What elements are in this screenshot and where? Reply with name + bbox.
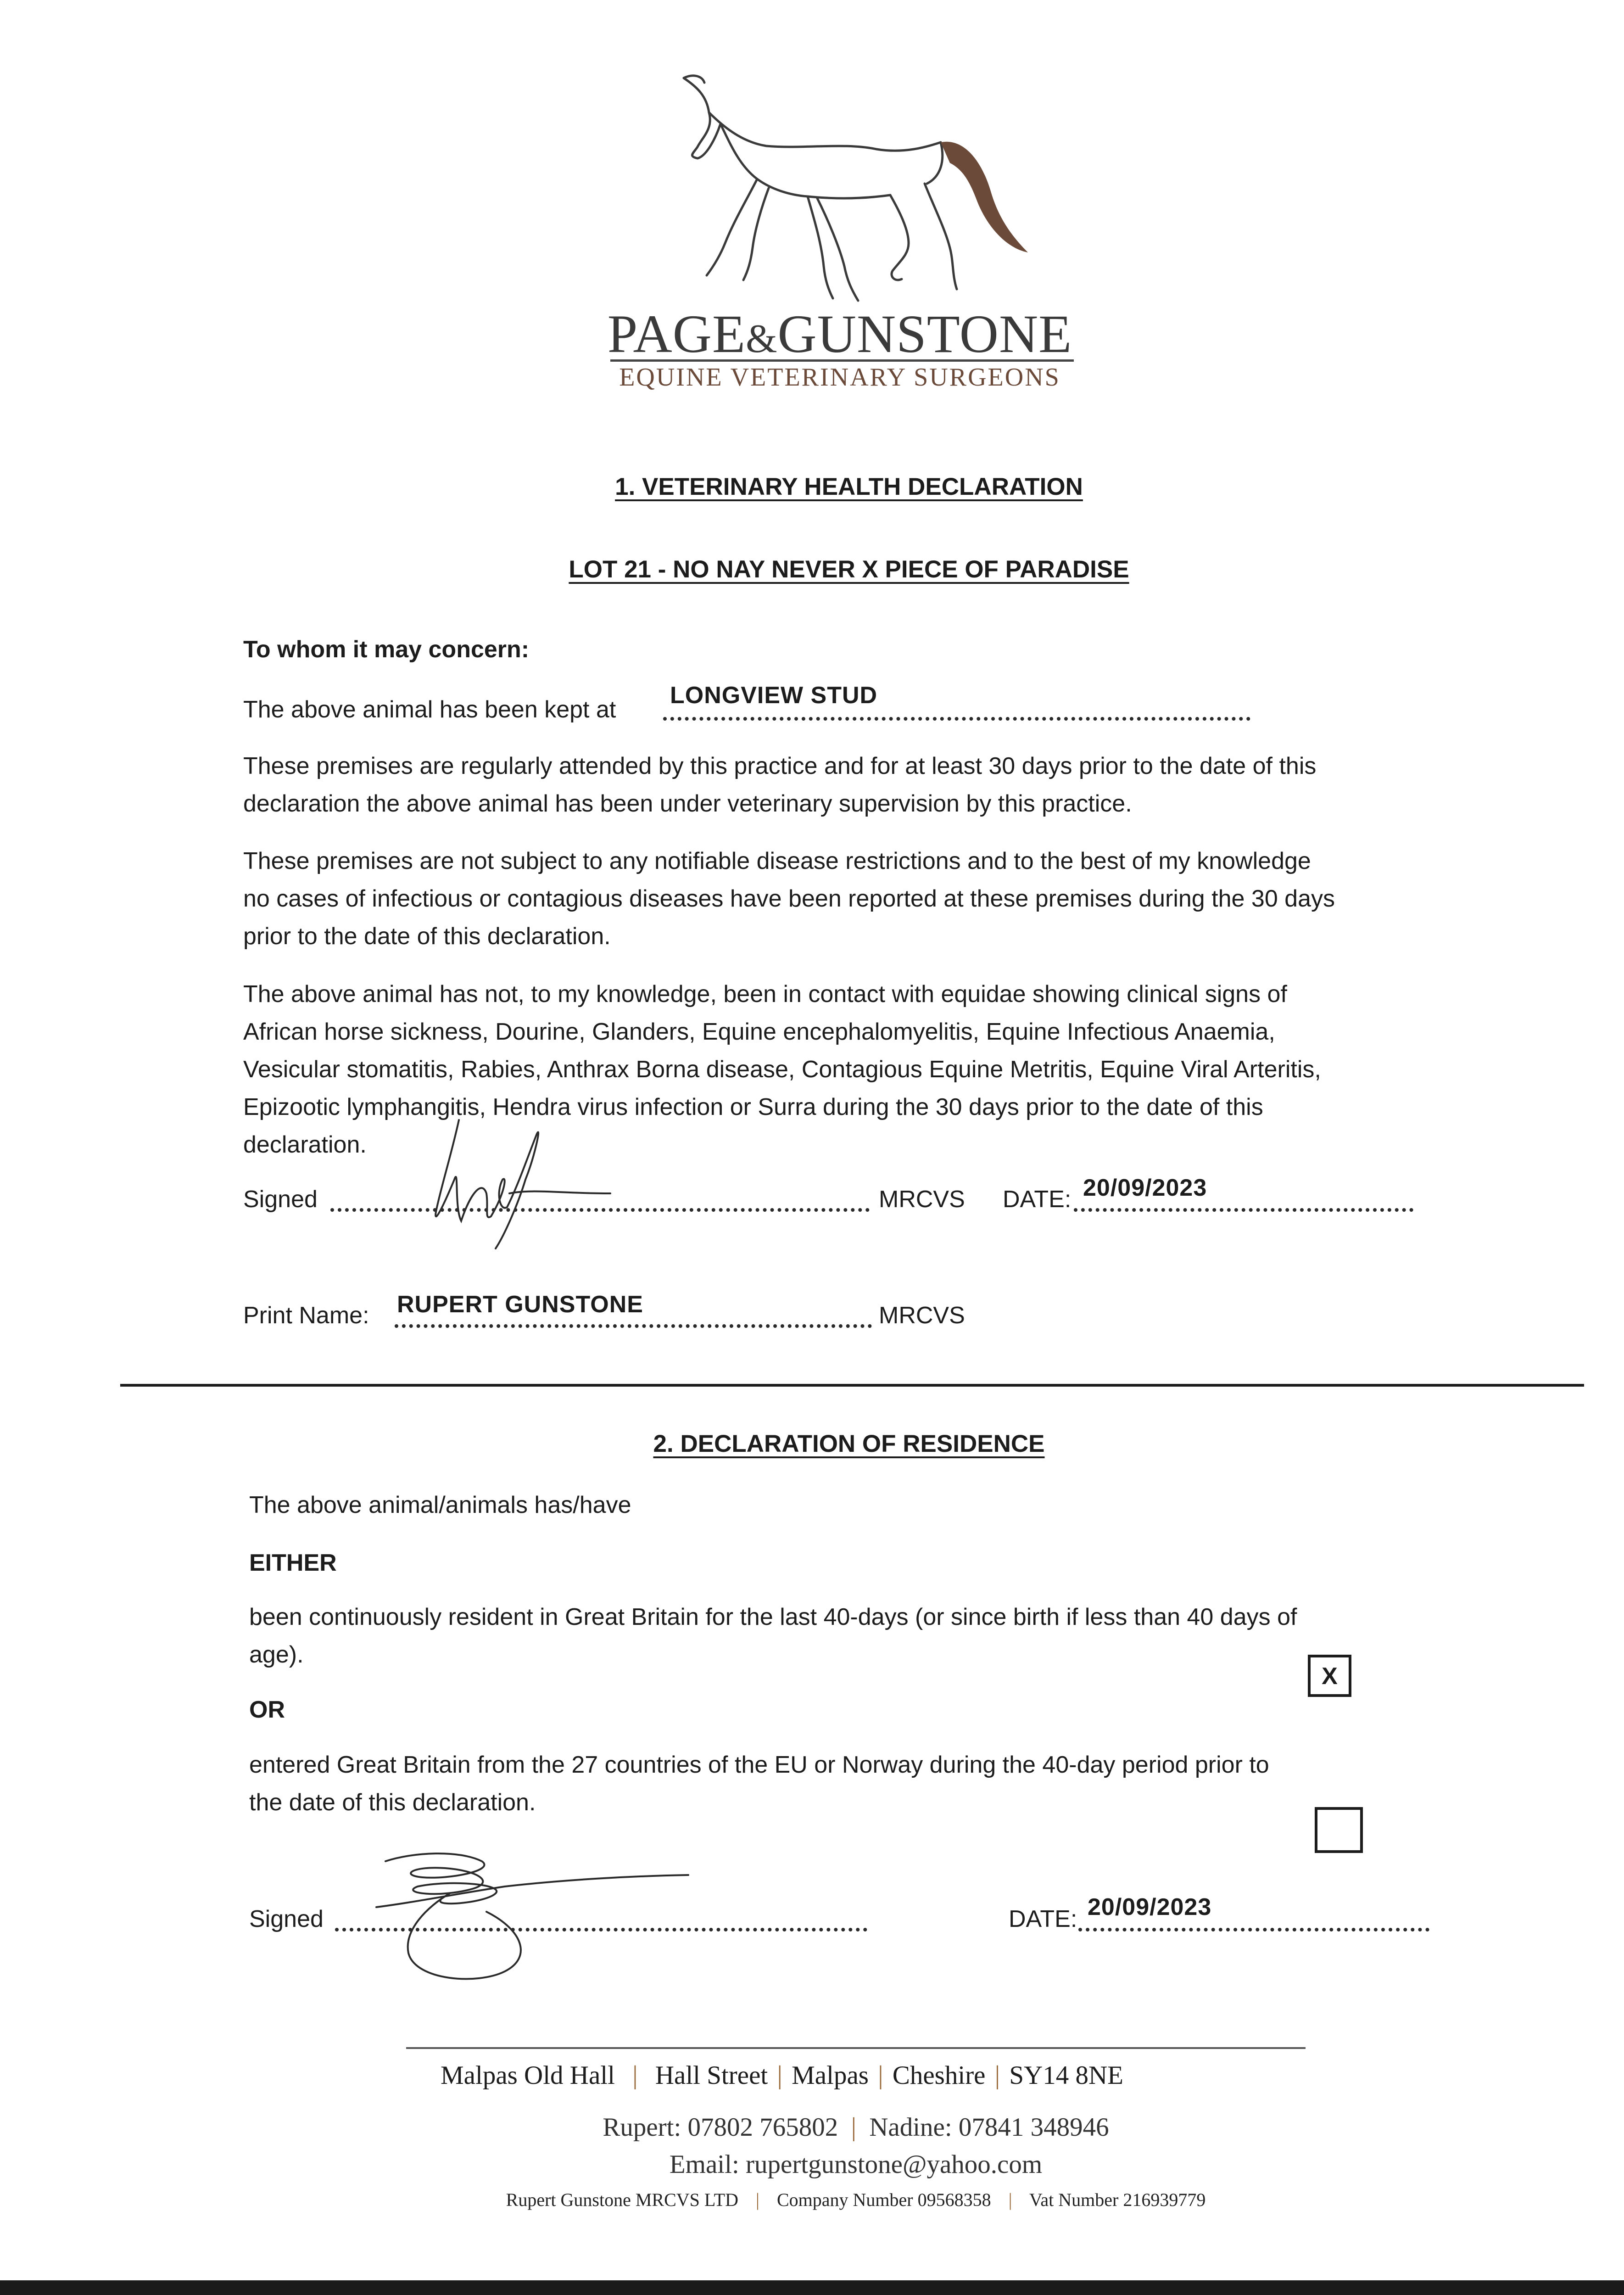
address-line-2: Hall Street: [655, 2061, 768, 2090]
section1-heading: 1. VETERINARY HEALTH DECLARATION: [615, 473, 1083, 500]
brand-ampersand: &: [746, 317, 778, 361]
either-label: EITHER: [249, 1550, 337, 1576]
address-postcode: SY14 8NE: [1009, 2061, 1124, 2090]
kept-at-dotted-line: [663, 717, 1250, 721]
footer-rule: [406, 2047, 1306, 2049]
separator: |: [755, 2189, 759, 2210]
brand-divider: [610, 359, 1074, 362]
section-divider: [120, 1384, 1584, 1387]
address-county: Cheshire: [892, 2061, 986, 2090]
para3-line1: The above animal has not, to my knowledge, been in contact with equidae showing clinical signs of: [243, 981, 1287, 1008]
salutation: To whom it may concern:: [243, 636, 530, 663]
brand-tagline: EQUINE VETERINARY SURGEONS: [619, 363, 1060, 392]
print-name-dotted-line: [395, 1324, 872, 1328]
para3-line4: Epizootic lymphangitis, Hendra virus infection or Surra during the 30 days prior to the date of this: [243, 1094, 1263, 1120]
phone-rupert: Rupert: 07802 765802: [603, 2113, 838, 2142]
option2-line1: entered Great Britain from the 27 countries of the EU or Norway during the 40-day period prior to: [249, 1752, 1269, 1778]
address-line-1: Malpas Old Hall: [441, 2061, 615, 2090]
option1-line1: been continuously resident in Great Britain for the last 40-days (or since birth if less than 40 days of: [249, 1604, 1297, 1630]
date-value-1: 20/09/2023: [1083, 1175, 1207, 1201]
company-number: Company Number 09568358: [777, 2189, 991, 2210]
print-name-value: RUPERT GUNSTONE: [397, 1291, 643, 1318]
address-town: Malpas: [792, 2061, 869, 2090]
company-name: Rupert Gunstone MRCVS LTD: [506, 2189, 738, 2210]
option2-line2: the date of this declaration.: [249, 1789, 536, 1816]
option2-checkbox[interactable]: [1315, 1807, 1363, 1853]
print-mrcvs-label: MRCVS: [879, 1302, 965, 1329]
footer-phones: [406, 2109, 1306, 2146]
footer-address: [441, 2057, 1123, 2094]
separator: |: [851, 2113, 856, 2142]
para3-line2: African horse sickness, Dourine, Glanders, Equine encephalomyelitis, Equine Infectious Anaemia,: [243, 1019, 1275, 1045]
para2-line2: no cases of infectious or contagious diseases have been reported at these premises during the 30 days: [243, 885, 1335, 912]
date-value-2: 20/09/2023: [1088, 1894, 1212, 1920]
vat-number: Vat Number 216939779: [1029, 2189, 1206, 2210]
para1-line2: declaration the above animal has been under veterinary supervision by this practice.: [243, 790, 1132, 817]
option1-checkbox[interactable]: X: [1308, 1655, 1351, 1697]
separator: |: [878, 2061, 883, 2090]
horse-logo-icon: [670, 69, 1037, 317]
para2-line3: prior to the date of this declaration.: [243, 923, 611, 950]
brand-name-left: PAGE: [607, 304, 746, 364]
signed-label-2: Signed: [249, 1906, 324, 1932]
signature-1: [427, 1102, 619, 1253]
date-label-2: DATE:: [1009, 1906, 1077, 1932]
phone-nadine: Nadine: 07841 348946: [869, 2113, 1109, 2142]
date-label-1: DATE:: [1003, 1186, 1072, 1213]
para3-line5: declaration.: [243, 1131, 367, 1158]
para1-line1: These premises are regularly attended by this practice and for at least 30 days prior to the date of this: [243, 753, 1317, 779]
lot-title: LOT 21 - NO NAY NEVER X PIECE OF PARADISE: [569, 556, 1129, 583]
brand-name-right: GUNSTONE: [777, 304, 1072, 364]
mrcvs-label-1: MRCVS: [879, 1186, 965, 1213]
residence-intro: The above animal/animals has/have: [249, 1492, 631, 1518]
signed-label-1: Signed: [243, 1186, 318, 1213]
brand-name: [587, 303, 1092, 365]
para3-line3: Vesicular stomatitis, Rabies, Anthrax Borna disease, Contagious Equine Metritis, Equine Viral Arteritis,: [243, 1056, 1321, 1083]
kept-at-value: LONGVIEW STUD: [670, 682, 878, 709]
footer-company: [406, 2184, 1306, 2216]
kept-at-label: The above animal has been kept at: [243, 696, 616, 723]
separator: |: [632, 2061, 638, 2090]
footer-email: Email: rupertgunstone@yahoo.com: [669, 2150, 1043, 2179]
para2-line1: These premises are not subject to any notifiable disease restrictions and to the best of my knowledge: [243, 848, 1311, 874]
option1-line2: age).: [249, 1641, 304, 1668]
date-dotted-line-1: [1074, 1208, 1413, 1212]
separator: |: [777, 2061, 782, 2090]
or-label: OR: [249, 1696, 285, 1723]
separator: |: [994, 2061, 1000, 2090]
signature-2: [358, 1843, 707, 1990]
section2-heading: 2. DECLARATION OF RESIDENCE: [653, 1430, 1045, 1457]
print-name-label: Print Name:: [243, 1302, 369, 1329]
date-dotted-line-2: [1078, 1928, 1429, 1931]
separator: |: [1008, 2189, 1012, 2210]
scan-edge: [0, 2280, 1624, 2295]
